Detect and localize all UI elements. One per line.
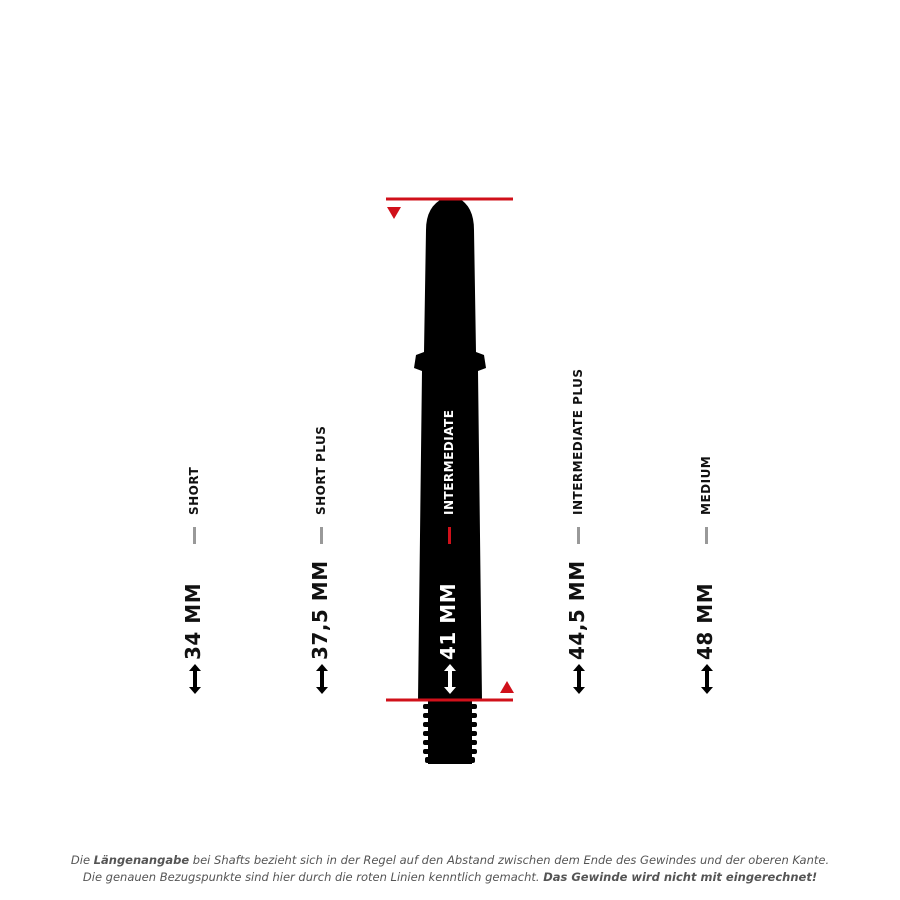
shaft-length-label: 48 MM bbox=[693, 582, 717, 660]
shaft-length-label: 37,5 MM bbox=[308, 560, 332, 660]
triangle-up-icon bbox=[500, 681, 514, 693]
double-arrow-vertical-icon bbox=[441, 662, 459, 696]
double-arrow-vertical-icon bbox=[698, 662, 716, 696]
column-intermediate bbox=[430, 340, 470, 700]
footnote-line-1: Die Längenangabe bei Shafts bezieht sich in der Regel auf den Abstand zwischen dem Ende des Gewindes und der oberen Kante. bbox=[70, 853, 830, 867]
shaft-thread bbox=[423, 700, 477, 764]
shaft-name-label: INTERMEDIATE PLUS bbox=[571, 368, 585, 515]
column-medium bbox=[687, 340, 727, 700]
shaft-name-label: MEDIUM bbox=[699, 455, 713, 515]
separator-bar bbox=[448, 527, 451, 544]
shaft-name-label: SHORT PLUS bbox=[314, 425, 328, 515]
shaft-length-label: 34 MM bbox=[181, 582, 205, 660]
double-arrow-vertical-icon bbox=[570, 662, 588, 696]
triangle-down-icon bbox=[387, 207, 401, 219]
shaft-name-label: SHORT bbox=[187, 466, 201, 515]
shaft-length-label: 44,5 MM bbox=[565, 560, 589, 660]
shaft-length-label: 41 MM bbox=[436, 582, 460, 660]
footnote-line-2: Die genauen Bezugspunkte sind hier durch die roten Linien kenntlich gemacht. Das Gewinde wird nicht mit eingerechnet! bbox=[82, 870, 818, 884]
column-short-plus bbox=[302, 340, 342, 700]
double-arrow-vertical-icon bbox=[186, 662, 204, 696]
column-intermediate-plus bbox=[559, 340, 599, 700]
double-arrow-vertical-icon bbox=[313, 662, 331, 696]
shaft-name-label: INTERMEDIATE bbox=[442, 409, 456, 515]
separator-bar bbox=[577, 527, 580, 544]
separator-bar bbox=[320, 527, 323, 544]
separator-bar bbox=[705, 527, 708, 544]
column-short bbox=[175, 340, 215, 700]
separator-bar bbox=[193, 527, 196, 544]
